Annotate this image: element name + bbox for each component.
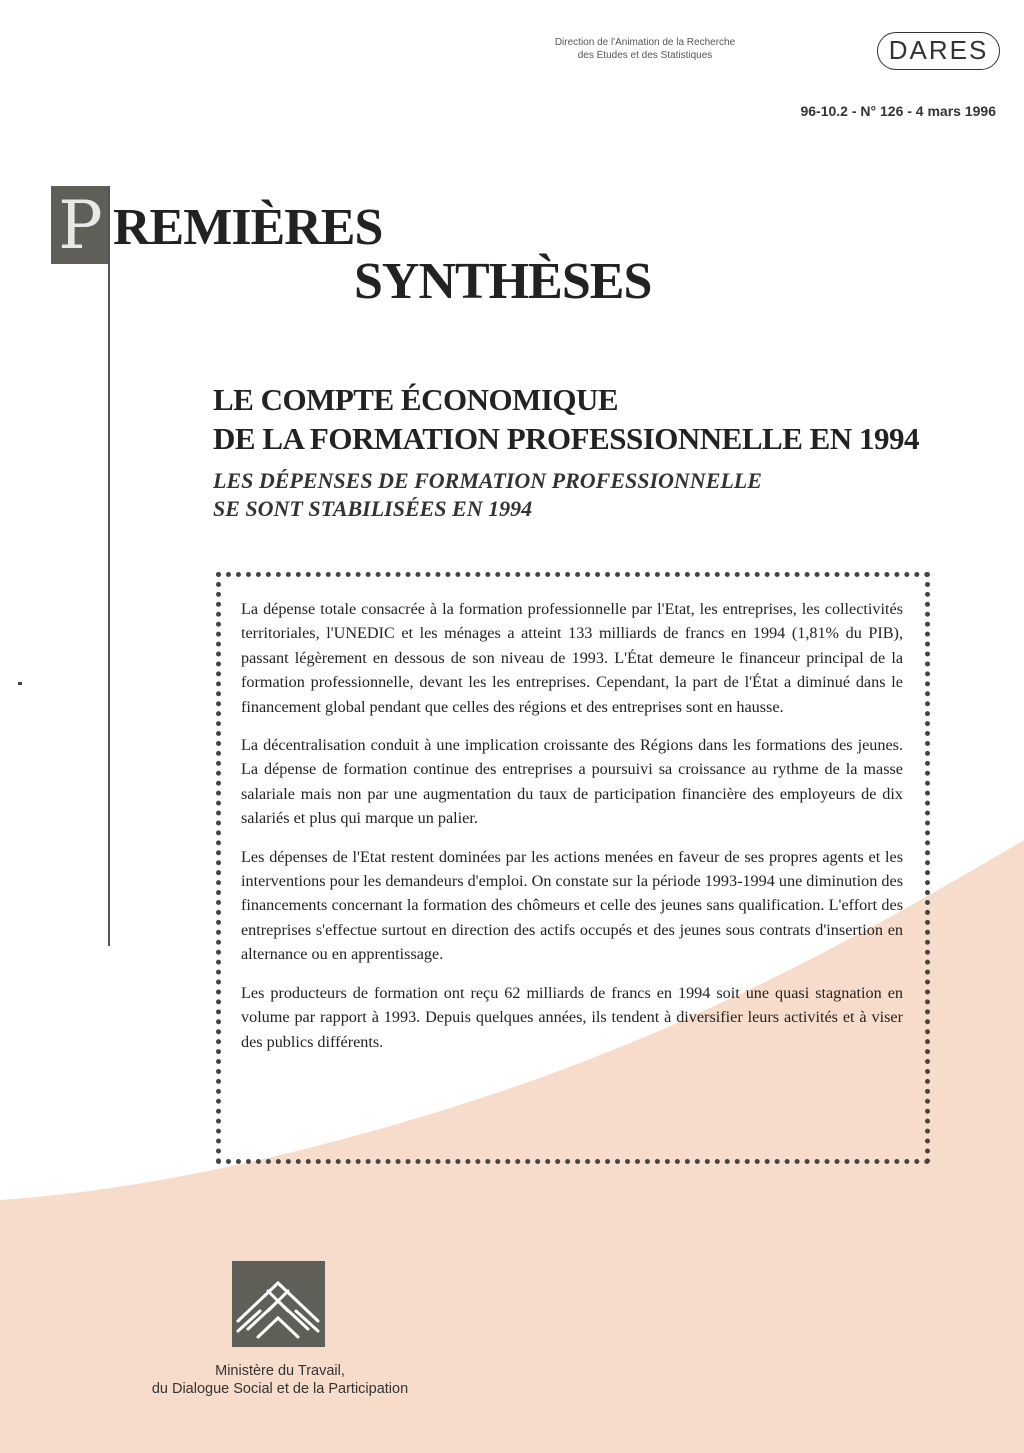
agency-name	[480, 36, 810, 62]
article-subtitle-line-2: SE SONT STABILISÉES EN 1994	[213, 496, 533, 521]
summary-paragraph-4: Les producteurs de formation ont reçu 62 milliards de francs en 1994 soit une quasi stagnation en volume par rapport à 1993. Depuis quelques années, ils tendent à diversifier leurs activités et à viser des publics différents.	[241, 983, 903, 1051]
article-title-line-2: DE LA FORMATION PROFESSIONNELLE EN 1994	[213, 421, 919, 456]
summary-paragraph-3: Les dépenses de l'Etat restent dominées par les actions menées en faveur de ses propres agents et les interventions pour les demandeurs d'emploi. On constate sur la période 1993-1994 une diminution des financements concernant la formation des chômeurs et celle des jeunes sans qualification. L'effort des entreprises s'effectue surtout en direction des actifs occupés et des jeunes sous contrats d'insertion en alternance ou en apprentissage.	[241, 847, 903, 964]
ministry-logo-icon	[232, 1261, 325, 1347]
article-title-line-1: LE COMPTE ÉCONOMIQUE	[213, 382, 619, 417]
summary-paragraph-1: La dépense totale consacrée à la formation professionnelle par l'Etat, les entreprises, les collectivités territoriales, l'UNEDIC et les ménages a atteint 133 milliards de francs en 1994 (1,81% du PIB), passant légèrement en dessous de son niveau de 1993. L'État demeure le financeur principal de la formation professionnelle, devant les les entreprises. Cependant, la part de l'État a diminué dans le financement global pendant que celles des régions et des entreprises sont en hausse.	[241, 600, 903, 716]
brand-word-syntheses: SYNTHÈSES	[354, 253, 652, 310]
agency-line-2: des Etudes et des Statistiques	[577, 50, 713, 61]
ministry-line-2: du Dialogue Social et de la Participation	[151, 1381, 409, 1397]
ministry-line-1: Ministère du Travail,	[215, 1363, 345, 1379]
scan-mark	[18, 682, 22, 685]
brand-initial: P	[51, 186, 110, 264]
ministry-name	[100, 1362, 460, 1398]
issue-number: 96-10.2 - N° 126 - 4 mars 1996	[800, 103, 996, 119]
article-subtitle-line-1: LES DÉPENSES DE FORMATION PROFESSIONNELLE	[213, 468, 762, 493]
agency-line-1: Direction de l'Animation de la Recherche	[554, 37, 736, 48]
dares-logo: DARES	[877, 32, 1000, 70]
summary-paragraph-2: La décentralisation conduit à une implication croissante des Régions dans les formations des jeunes. La dépense de formation continue des entreprises a poursuivi sa croissance au rythme de la masse salariale mais non par une augmentation du taux de participation financière des employeurs de dix salariés et plus qui marque un palier.	[241, 736, 903, 828]
brand-word-premieres: REMIÈRES	[113, 199, 383, 256]
summary-box	[216, 572, 930, 1164]
brand-vertical-rule	[108, 186, 110, 946]
